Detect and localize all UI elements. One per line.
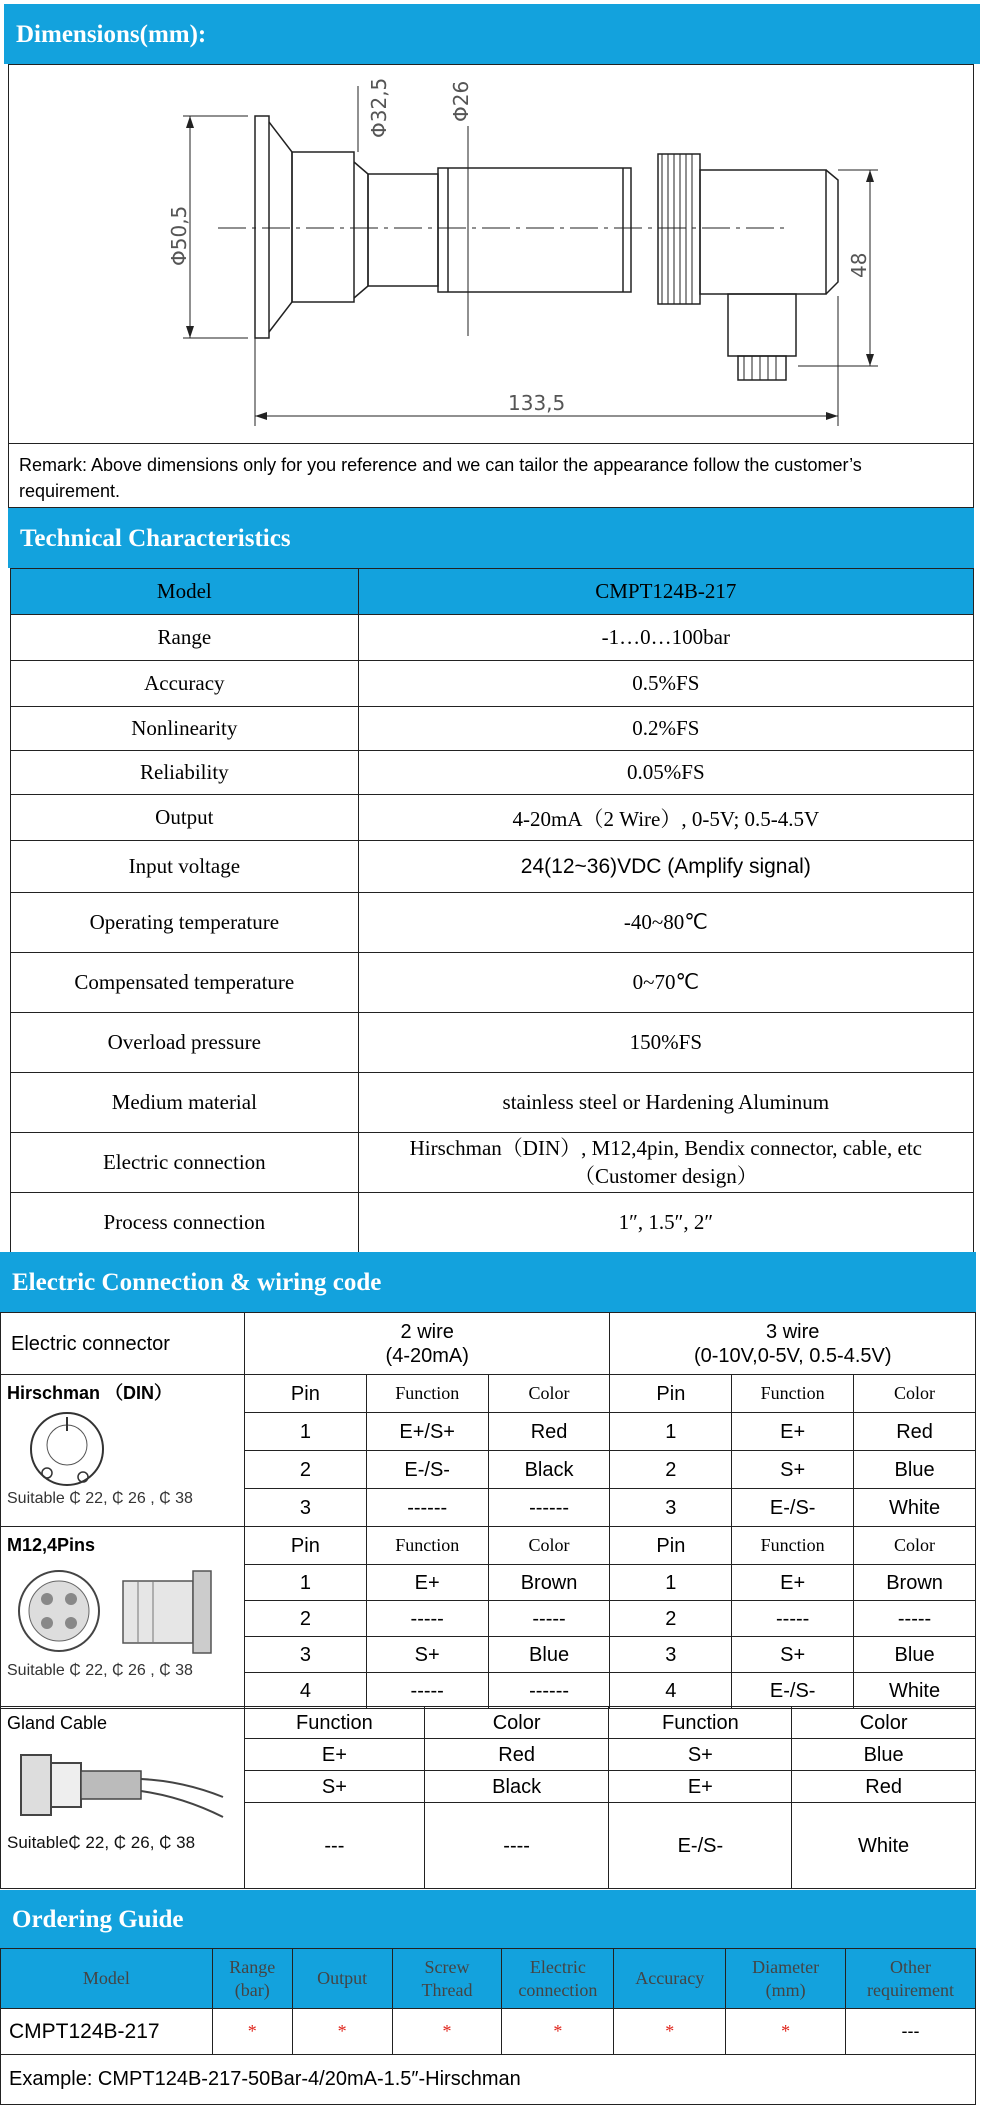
table-row: [11, 569, 974, 615]
hirschman-connector-icon: [23, 1409, 123, 1489]
cell: E+: [244, 1739, 424, 1771]
table-row: [1, 1313, 976, 1375]
cell: Brown: [488, 1565, 610, 1601]
row-label: Process connection: [11, 1193, 359, 1253]
cell: Red: [488, 1413, 610, 1451]
col-screw-thread: Screw Thread: [392, 1949, 502, 2009]
model-label: Model: [11, 569, 359, 615]
cell: White: [854, 1673, 976, 1709]
row-label: Nonlinearity: [11, 707, 359, 751]
cell: *: [392, 2009, 502, 2055]
cell: 2: [610, 1451, 732, 1489]
cell: S+: [732, 1637, 854, 1673]
row-value-line1: Hirschman（DIN）, M12,4pin, Bendix connector, cable, etc: [409, 1136, 922, 1161]
table-row: [11, 841, 974, 893]
cell: S+: [244, 1771, 424, 1803]
col-function: Function: [732, 1527, 854, 1565]
table-row: [1, 1527, 976, 1565]
table-row: [1, 1375, 976, 1413]
cell: Blue: [854, 1451, 976, 1489]
cell: White: [792, 1803, 976, 1889]
table-row: [11, 661, 974, 707]
row-label: Overload pressure: [11, 1013, 359, 1073]
gland-name: Gland Cable: [7, 1713, 108, 1733]
hirschman-suitable: Suitable ₵ 22, ₵ 26 , ₵ 38: [7, 1489, 193, 1507]
row-label: Compensated temperature: [11, 953, 359, 1013]
ordering-example: Example: CMPT124B-217-50Bar-4/20mA-1.5″-Hirschman: [1, 2055, 976, 2105]
col-diameter: Diameter (mm): [726, 1949, 846, 2009]
cell: *: [726, 2009, 846, 2055]
table-row: [1, 2055, 976, 2105]
row-value: [358, 1133, 973, 1193]
cell: Blue: [854, 1637, 976, 1673]
col-range: Range (bar): [212, 1949, 292, 2009]
col-electric-connection: Electric connection: [502, 1949, 614, 2009]
col-accuracy: Accuracy: [614, 1949, 726, 2009]
cell: -----: [732, 1601, 854, 1637]
cell: Brown: [854, 1565, 976, 1601]
cell: 1: [244, 1565, 366, 1601]
gland-cell: [1, 1707, 245, 1889]
cell: 1: [244, 1413, 366, 1451]
table-row: [11, 1013, 974, 1073]
row-value: -40~80℃: [358, 893, 973, 953]
gland-col-function: Function: [244, 1707, 424, 1739]
two-wire-header: [244, 1313, 609, 1375]
row-value-line2: （Customer design）: [573, 1163, 758, 1188]
cell: ------: [366, 1489, 488, 1527]
connector-label: Electric connector: [1, 1313, 245, 1375]
row-label: Input voltage: [11, 841, 359, 893]
col-function: Function: [732, 1375, 854, 1413]
label-d26: Φ26: [449, 80, 473, 122]
m12-connector-icon: [13, 1561, 233, 1661]
two-wire-line2: (4-20mA): [385, 1344, 469, 1367]
row-label: Reliability: [11, 751, 359, 795]
cell: Black: [488, 1451, 610, 1489]
cell: ------: [488, 1673, 610, 1709]
table-row: [11, 893, 974, 953]
gland-cable-icon: [13, 1741, 233, 1831]
three-wire-line1: 3 wire: [766, 1320, 820, 1343]
cell: Red: [424, 1739, 609, 1771]
dimensions-title: Dimensions(mm):: [16, 20, 207, 48]
m12-cell: [1, 1527, 245, 1709]
hirschman-cell: [1, 1375, 245, 1527]
dimension-drawing: [8, 66, 974, 442]
gland-col-color: Color: [792, 1707, 976, 1739]
cell: E-/S-: [609, 1803, 792, 1889]
row-label: Operating temperature: [11, 893, 359, 953]
row-value: 1″, 1.5″, 2″: [358, 1193, 973, 1253]
cell: E-/S-: [732, 1489, 854, 1527]
cell: White: [854, 1489, 976, 1527]
row-value: 24(12~36)VDC (Amplify signal): [358, 841, 973, 893]
cell: 3: [244, 1637, 366, 1673]
two-wire-line1: 2 wire: [400, 1320, 454, 1343]
table-row: [1, 1949, 976, 2009]
technical-table: [10, 568, 974, 1253]
cell: *: [502, 2009, 614, 2055]
col-color: Color: [854, 1375, 976, 1413]
table-row: [11, 1193, 974, 1253]
cell: E+/S+: [366, 1413, 488, 1451]
cell: 3: [244, 1489, 366, 1527]
dimensions-remark: Remark: Above dimensions only for you reference and we can tailor the appearance follow the customer’s requirement.: [8, 444, 974, 508]
model-value: CMPT124B-217: [358, 569, 973, 615]
cell: Blue: [792, 1739, 976, 1771]
cell: E+: [366, 1565, 488, 1601]
cell: *: [212, 2009, 292, 2055]
cell: E+: [732, 1413, 854, 1451]
label-l1335: 133,5: [508, 391, 566, 415]
row-label: Range: [11, 615, 359, 661]
row-label: Accuracy: [11, 661, 359, 707]
gland-table: [0, 1706, 976, 1889]
table-row: [1, 1707, 976, 1739]
cell: 3: [610, 1489, 732, 1527]
col-pin: Pin: [244, 1375, 366, 1413]
cell: Black: [424, 1771, 609, 1803]
cell: 2: [244, 1451, 366, 1489]
table-row: [11, 1073, 974, 1133]
hirschman-name: Hirschman: [7, 1383, 101, 1403]
technical-title: Technical Characteristics: [20, 524, 291, 552]
cell: E-/S-: [732, 1673, 854, 1709]
col-other-requirement: Other requirement: [846, 1949, 976, 2009]
col-output: Output: [292, 1949, 392, 2009]
row-value: 4-20mA（2 Wire）, 0-5V; 0.5-4.5V: [358, 795, 973, 841]
electric-header: [0, 1252, 976, 1312]
m12-name: M12,4Pins: [7, 1535, 96, 1555]
col-function: Function: [366, 1375, 488, 1413]
cell: 1: [610, 1565, 732, 1601]
electric-title: Electric Connection & wiring code: [12, 1268, 382, 1296]
cell: -----: [488, 1601, 610, 1637]
gland-col-color: Color: [424, 1707, 609, 1739]
cell: *: [614, 2009, 726, 2055]
row-value: 150%FS: [358, 1013, 973, 1073]
ordering-table: [0, 1948, 976, 2105]
label-d325: Φ32,5: [367, 77, 391, 138]
cell: 2: [244, 1601, 366, 1637]
table-row: [11, 707, 974, 751]
row-value: 0.5%FS: [358, 661, 973, 707]
table-row: [11, 751, 974, 795]
cell: 2: [610, 1601, 732, 1637]
col-pin: Pin: [610, 1375, 732, 1413]
cell: -----: [366, 1601, 488, 1637]
table-row: [11, 953, 974, 1013]
row-label: Medium material: [11, 1073, 359, 1133]
cell: ---: [846, 2009, 976, 2055]
row-value: -1…0…100bar: [358, 615, 973, 661]
col-pin: Pin: [610, 1527, 732, 1565]
dimensions-header: [4, 4, 980, 64]
ordering-header: [0, 1890, 976, 1948]
cell: E-/S-: [366, 1451, 488, 1489]
technical-header: [8, 508, 974, 568]
cell: Red: [854, 1413, 976, 1451]
electric-table: [0, 1312, 976, 1709]
cell: S+: [732, 1451, 854, 1489]
col-function: Function: [366, 1527, 488, 1565]
row-label: Electric connection: [11, 1133, 359, 1193]
cell: 4: [244, 1673, 366, 1709]
label-h48: 48: [847, 252, 871, 278]
gland-col-function: Function: [609, 1707, 792, 1739]
cell: E+: [609, 1771, 792, 1803]
three-wire-line2: (0-10V,0-5V, 0.5-4.5V): [693, 1344, 892, 1367]
row-value: 0.05%FS: [358, 751, 973, 795]
table-row: [11, 795, 974, 841]
hirschman-sub: （DIN）: [105, 1383, 173, 1403]
cell: Blue: [488, 1637, 610, 1673]
col-pin: Pin: [244, 1527, 366, 1565]
row-label: Output: [11, 795, 359, 841]
cell: CMPT124B-217: [1, 2009, 213, 2055]
cell: Red: [792, 1771, 976, 1803]
cell: ----: [424, 1803, 609, 1889]
col-color: Color: [854, 1527, 976, 1565]
table-row: [1, 2009, 976, 2055]
cell: E+: [732, 1565, 854, 1601]
ordering-title: Ordering Guide: [12, 1905, 184, 1933]
cell: S+: [609, 1739, 792, 1771]
cell: 1: [610, 1413, 732, 1451]
cell: -----: [366, 1673, 488, 1709]
row-value: stainless steel or Hardening Aluminum: [358, 1073, 973, 1133]
cell: *: [292, 2009, 392, 2055]
m12-suitable: Suitable ₵ 22, ₵ 26 , ₵ 38: [7, 1661, 193, 1679]
label-d505: Φ50,5: [167, 205, 191, 266]
cell: -----: [854, 1601, 976, 1637]
row-value: 0.2%FS: [358, 707, 973, 751]
cell: 3: [610, 1637, 732, 1673]
gland-suitable: Suitable₵ 22, ₵ 26, ₵ 38: [7, 1832, 196, 1852]
table-row: [11, 615, 974, 661]
cell: ---: [244, 1803, 424, 1889]
cell: 4: [610, 1673, 732, 1709]
cell: S+: [366, 1637, 488, 1673]
row-value: 0~70℃: [358, 953, 973, 1013]
table-row: [11, 1133, 974, 1193]
cell: ------: [488, 1489, 610, 1527]
col-color: Color: [488, 1527, 610, 1565]
three-wire-header: [610, 1313, 976, 1375]
col-model: Model: [1, 1949, 213, 2009]
col-color: Color: [488, 1375, 610, 1413]
